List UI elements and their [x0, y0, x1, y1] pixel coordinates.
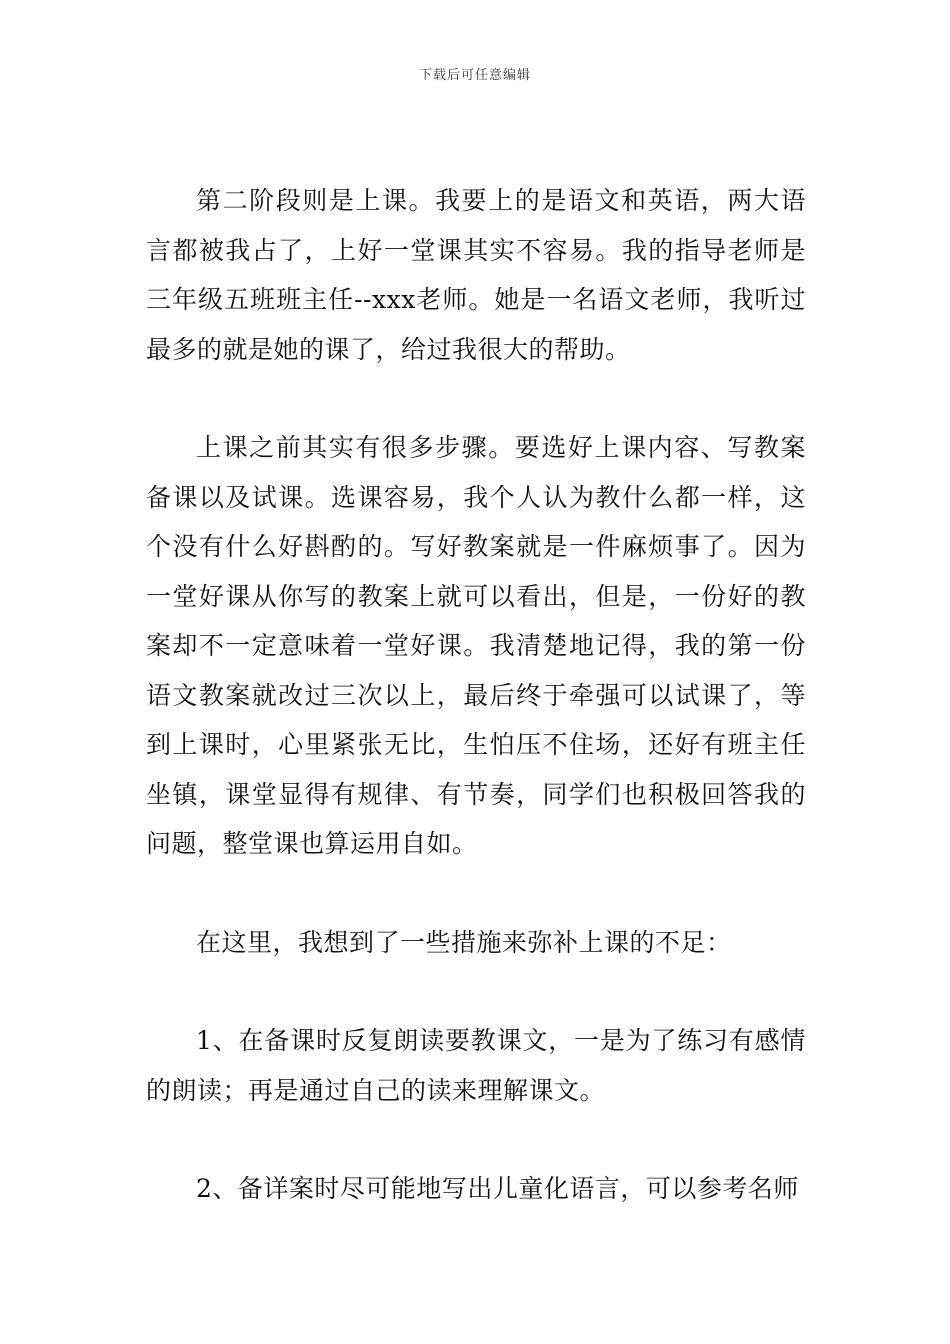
paragraph-measure-1: 1、在备课时反复朗读要教课文，一是为了练习有感情的朗读；再是通过自己的读来理解课文。 — [146, 1026, 806, 1105]
paragraph-lesson-preparation: 上课之前其实有很多步骤。要选好上课内容、写教案备课以及试课。选课容易，我个人认为教什么都一样，这个没有什么好斟酌的。写好教案就是一件麻烦事了。因为一堂好课从你写的教案上就可以看出，但是，一份好的教案却不一定意味着一堂好课。我清楚地记得，我的第一份语文教案就改过三次以上，最后终于牵强可以试课了，等到上课时，心里紧张无比，生怕压不住场，还好有班主任坐镇，课堂显得有规律、有节奏，同学们也积极回答我的问题，整堂课也算运用自如。 — [146, 433, 806, 858]
paragraph-teaching-stage: 第二阶段则是上课。我要上的是语文和英语，两大语言都被我占了，上好一堂课其实不容易。我的指导老师是三年级五班班主任--xxx老师。她是一名语文老师，我听过最多的就是她的课了，给过我很大的帮助。 — [146, 186, 806, 364]
header-note: 下载后可任意编辑 — [418, 68, 531, 83]
paragraph-measure-2: 2、备详案时尽可能地写出儿童化语言，可以参考名师 — [196, 1174, 799, 1203]
document-body — [146, 176, 806, 1214]
paragraph-measures-intro: 在这里，我想到了一些措施来弥补上课的不足： — [196, 927, 732, 957]
